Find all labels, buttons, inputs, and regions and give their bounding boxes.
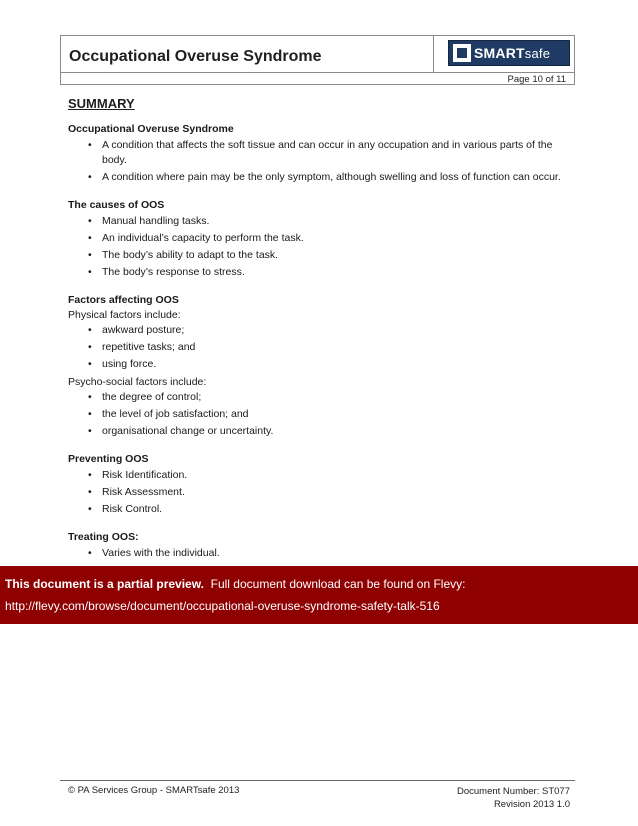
section-title: Treating OOS:	[68, 531, 139, 543]
list-item: • A condition that affects the soft tissue and can occur in any occupation and in various parts of the body.	[68, 138, 578, 168]
list-item: • Manual handling tasks.	[68, 214, 578, 229]
preview-notice	[5, 577, 465, 591]
list-item: • The body’s response to stress.	[68, 265, 578, 280]
psycho-social-factors-label: Psycho-social factors include:	[68, 376, 207, 388]
list-item: • the level of job satisfaction; and	[68, 407, 578, 422]
section-title: Occupational Overuse Syndrome	[68, 123, 234, 135]
bullet-list	[68, 138, 578, 185]
section-title: Factors affecting OOS	[68, 294, 179, 306]
page-number: Page 10 of 11	[507, 74, 566, 85]
header-divider	[61, 72, 433, 73]
footer-divider	[60, 780, 575, 781]
bullet-list	[68, 390, 578, 439]
smartsafe-logo	[448, 40, 570, 66]
header-divider	[433, 36, 434, 72]
list-item: • Risk Assessment.	[68, 485, 578, 500]
list-item: • repetitive tasks; and	[68, 340, 578, 355]
list-item: • Risk Identification.	[68, 468, 578, 483]
preview-notice-text: Full document download can be found on Flevy:	[210, 577, 466, 591]
list-item: • The body’s ability to adapt to the task.	[68, 248, 578, 263]
list-item: • An individual’s capacity to perform the task.	[68, 231, 578, 246]
list-item: • organisational change or uncertainty.	[68, 424, 578, 439]
summary-heading: SUMMARY	[68, 96, 135, 111]
logo-mark-icon	[453, 44, 471, 62]
bullet-list	[68, 214, 578, 280]
section-title: Preventing OOS	[68, 453, 149, 465]
list-item: • awkward posture;	[68, 323, 578, 338]
physical-factors-label: Physical factors include:	[68, 309, 181, 321]
preview-banner	[0, 566, 638, 624]
footer-doc-info	[457, 785, 570, 811]
download-link[interactable]: http://flevy.com/browse/document/occupational-overuse-syndrome-safety-talk-516	[5, 599, 440, 613]
bullet-list	[68, 468, 578, 517]
list-item: • Varies with the individual.	[68, 546, 578, 561]
logo-text: SMARTsafe	[474, 45, 551, 61]
list-item: • Risk Control.	[68, 502, 578, 517]
bullet-list	[68, 546, 578, 561]
document-number: Document Number: ST077	[457, 786, 570, 797]
header-divider	[433, 72, 574, 73]
list-item: • A condition where pain may be the only symptom, although swelling and loss of function can occur.	[68, 170, 578, 185]
document-body	[68, 92, 578, 575]
page-header	[60, 35, 575, 85]
footer-copyright: © PA Services Group - SMARTsafe 2013	[68, 785, 240, 796]
section-title: The causes of OOS	[68, 199, 165, 211]
revision: Revision 2013 1.0	[493, 799, 570, 810]
list-item: • using force.	[68, 357, 578, 372]
list-item: • the degree of control;	[68, 390, 578, 405]
document-title: Occupational Overuse Syndrome	[69, 48, 322, 65]
bullet-list	[68, 323, 578, 372]
preview-notice-bold: This document is a partial preview.	[5, 577, 204, 591]
